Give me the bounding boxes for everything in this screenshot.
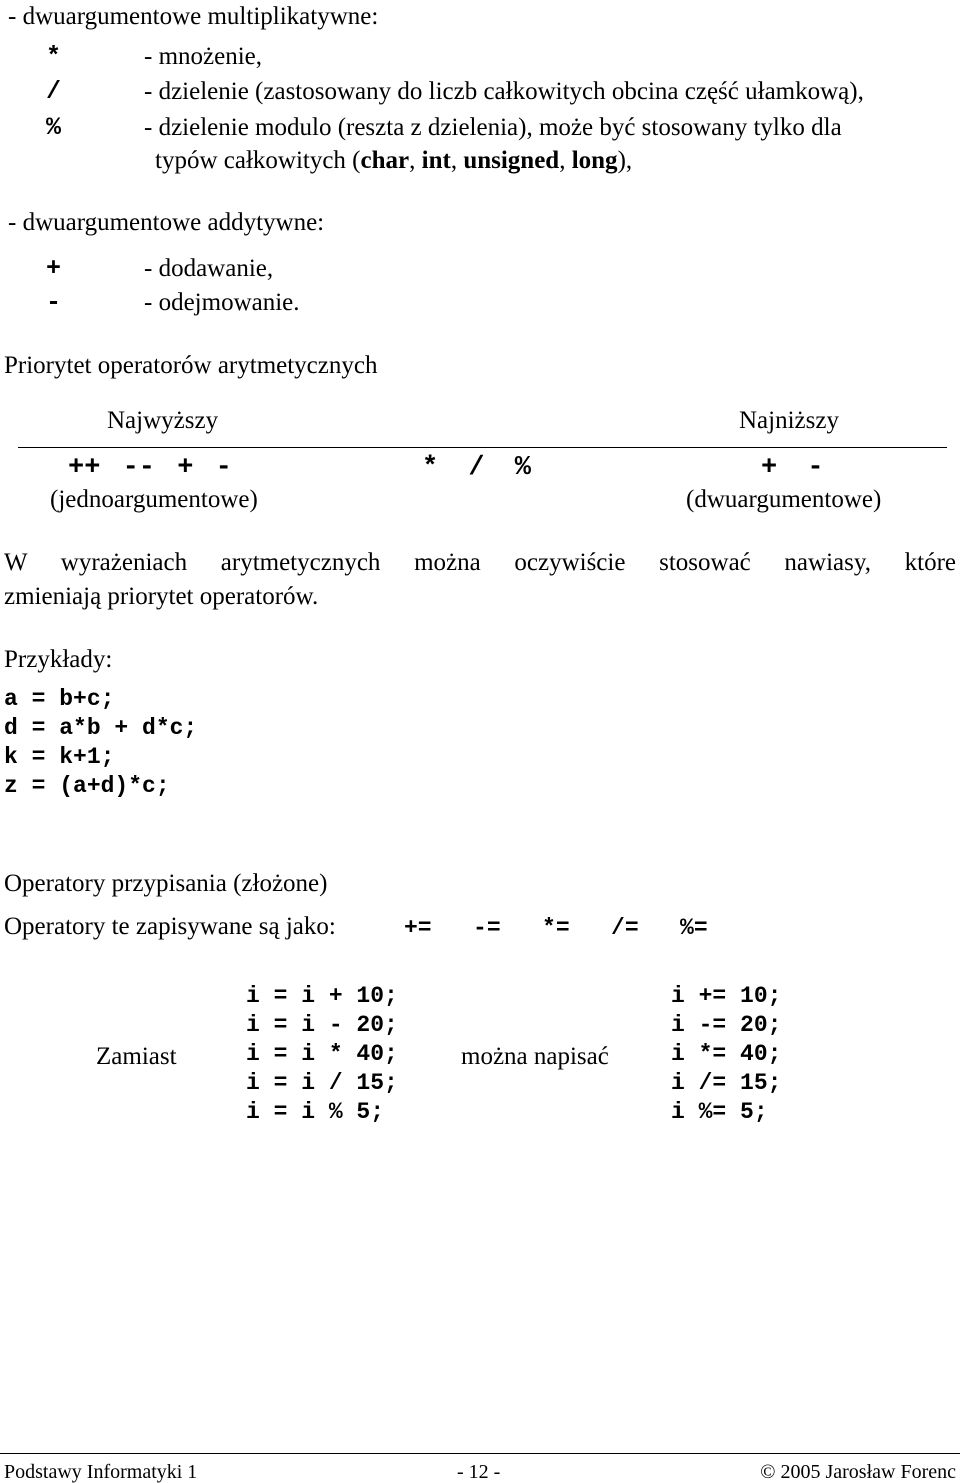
long-form-line: i = i % 5; xyxy=(246,1099,385,1125)
short-form-line: i /= 15; xyxy=(671,1070,782,1096)
op-modulo: % xyxy=(46,113,62,142)
type-int: int xyxy=(421,147,451,174)
priority-title: Priorytet operatorów arytmetycznych xyxy=(4,352,378,379)
long-form-line: i = i / 15; xyxy=(246,1070,398,1096)
types-text-a: typów całkowitych ( xyxy=(155,147,361,174)
short-form-line: i -= 20; xyxy=(671,1012,782,1038)
footer-copyright: © 2005 Jarosław Forenc xyxy=(760,1461,956,1483)
mult-ops: * / % xyxy=(422,453,532,483)
types-text-b: ), xyxy=(617,147,633,174)
instead-label: Zamiast xyxy=(96,1043,177,1070)
short-form-line: i *= 40; xyxy=(671,1041,782,1067)
op-minus-desc: - odejmowanie. xyxy=(144,289,300,316)
priority-divider xyxy=(18,447,947,448)
priority-highest: Najwyższy xyxy=(107,407,219,434)
types-sep-1: , xyxy=(409,147,422,174)
op-plus-desc: - dodawanie, xyxy=(144,255,274,282)
footer-rule xyxy=(0,1453,960,1454)
op-divide: / xyxy=(46,77,62,106)
type-long: long xyxy=(571,147,618,174)
can-write-label: można napisać xyxy=(461,1043,609,1070)
unary-label: (jednoargumentowe) xyxy=(50,486,258,513)
unary-ops: ++ -- + - xyxy=(68,453,232,483)
footer-left: Podstawy Informatyki 1 xyxy=(4,1461,198,1483)
types-sep-2: , xyxy=(450,147,464,174)
short-form-line: i %= 5; xyxy=(671,1099,768,1125)
assign-ops: += -= *= /= %= xyxy=(404,915,708,941)
short-form-line: i += 10; xyxy=(671,983,782,1009)
paragraph-line-1: W wyrażeniach arytmetycznych można oczywiście stosować nawiasy, które xyxy=(4,549,956,576)
priority-lowest: Najniższy xyxy=(739,407,839,434)
op-multiply: * xyxy=(46,42,62,71)
add-ops: + - xyxy=(761,453,824,483)
example-line: k = k+1; xyxy=(4,744,115,770)
types-sep-3: , xyxy=(559,147,572,174)
mult-heading: - dwuargumentowe multiplikatywne: xyxy=(8,3,379,30)
op-divide-desc: - dzielenie (zastosowany do liczb całkowitych obcina część ułamkową), xyxy=(144,78,864,105)
binary-label: (dwuargumentowe) xyxy=(686,486,882,513)
op-multiply-desc: - mnożenie, xyxy=(144,43,263,70)
type-char: char xyxy=(360,147,410,174)
assign-title: Operatory przypisania (złożone) xyxy=(4,870,328,897)
examples-title: Przykłady: xyxy=(4,646,113,673)
long-form-line: i = i - 20; xyxy=(246,1012,398,1038)
integer-types-line xyxy=(155,148,632,173)
op-modulo-desc: - dzielenie modulo (reszta z dzielenia), może być stosowany tylko dla xyxy=(144,114,842,141)
op-minus: - xyxy=(46,288,62,317)
example-line: z = (a+d)*c; xyxy=(4,773,170,799)
long-form-line: i = i + 10; xyxy=(246,983,398,1009)
paragraph-line-2: zmieniają priorytet operatorów. xyxy=(4,583,319,610)
example-line: d = a*b + d*c; xyxy=(4,715,198,741)
long-form-line: i = i * 40; xyxy=(246,1041,398,1067)
op-plus: + xyxy=(46,254,62,283)
footer-page-number: - 12 - xyxy=(457,1461,501,1483)
example-line: a = b+c; xyxy=(4,686,115,712)
add-heading: - dwuargumentowe addytywne: xyxy=(8,209,325,236)
assign-intro: Operatory te zapisywane są jako: xyxy=(4,913,336,940)
type-unsigned: unsigned xyxy=(463,147,560,174)
